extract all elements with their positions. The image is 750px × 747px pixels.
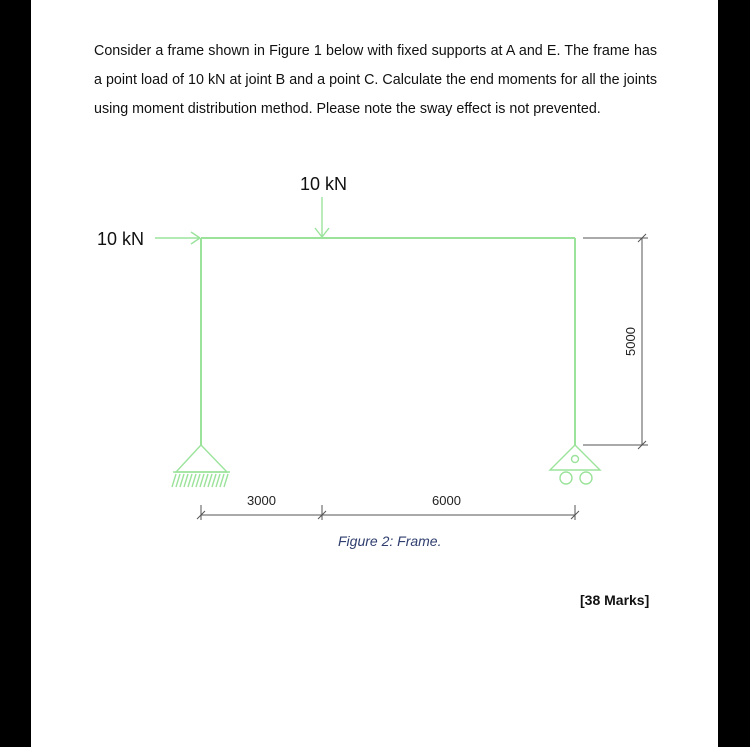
top-load-arrow [315, 197, 329, 237]
side-load-label: 10 kN [97, 229, 145, 249]
fixed-support-a [172, 445, 230, 487]
roller-support-e [550, 445, 600, 484]
frame-members [201, 238, 575, 445]
dim-height: 5000 [623, 327, 638, 356]
marks-label: [38 Marks] [580, 592, 650, 608]
dim-span-right: 6000 [432, 493, 461, 508]
dim-span-left: 3000 [247, 493, 276, 508]
side-load-arrow [155, 232, 200, 244]
vertical-dimension [583, 234, 648, 449]
top-load-label: 10 kN [300, 174, 348, 194]
question-text: Consider a frame shown in Figure 1 below with fixed supports at A and E. The frame has a point load of 10 kN at joint B and a point C. Calculate the end moments for all the joints using moment distribution method. Please note the sway effect is not prevented. [94, 43, 657, 117]
figure-caption: Figure 2: Frame. [338, 533, 442, 549]
